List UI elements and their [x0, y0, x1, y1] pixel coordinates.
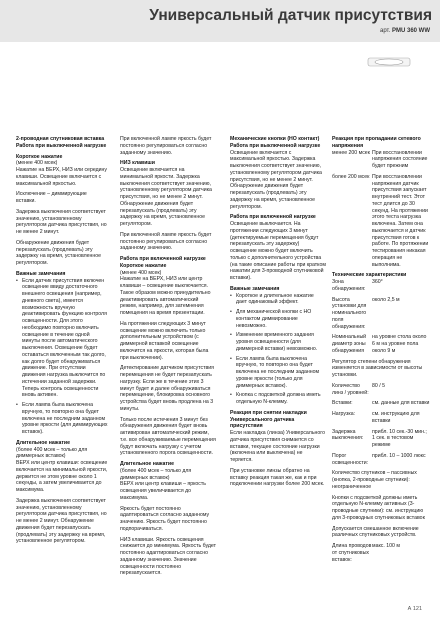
spec-label: Задержка выключения:	[332, 428, 364, 442]
spec-value: При восстановлении напряжения состояние будет прежним	[372, 149, 428, 169]
section-heading: Важные замечания	[16, 270, 66, 277]
subheading-note: (менее 400 мсек)	[16, 160, 58, 167]
column-1	[16, 136, 108, 549]
section-heading: Реакция при снятии накладки Универсального датчика присутствия	[230, 409, 307, 430]
spec-row	[332, 297, 430, 331]
spec-label: Номинальный диаметр зоны обнаружения	[332, 334, 367, 354]
paragraph: При включенной лампе яркость будет постоянно регулироваться согласно заданному значению.	[120, 231, 212, 252]
paragraph: На протяжении следующих 3 минут освещение можно включить только дополнительным устройством (с диммерной вставкой освещение включится на яркости, которая была при выключении).	[120, 320, 209, 361]
section-heading: 2-проводная спутниковая вставка	[16, 136, 105, 142]
spec-label: Вставки:	[332, 400, 353, 407]
subheading: Короткое нажатие	[120, 262, 167, 269]
column-3	[230, 136, 326, 492]
paragraph: Если накладка (линза) Универсального датчика присутствия снимается со вставки, текущее состояние нагрузки (включена или выключена) не теряется.	[230, 430, 325, 463]
subheading: Работа при включенной нагрузке	[230, 214, 316, 221]
paragraph: Кнопки с подсветкой должны иметь отдельную N-клемму активных (3-проводные спутники): см. инструкцию для 3-проводных спутниковых вставок	[332, 494, 425, 521]
spec-value: При восстановлении напряжения датчик присутствия запускает внутренний тест. Этот тест длится до 30 секунд. На протяжении этого теста нагрузка включена. Затем она выключается и датчик присутствия готов к работе. По протяжении тестирования никакая операция не выполнима.	[372, 173, 429, 268]
paragraph: Нажатие на ВЕРХ, НИЗ или середину клавиши. Освещение включается с максимальной яркостью.	[16, 167, 107, 187]
page-title: Универсальный датчик присутствия	[149, 7, 432, 24]
spec-label: Порог освещенности:	[332, 452, 369, 466]
paragraph: Допускается смешанное включение различных спутниковых устройств.	[332, 525, 419, 539]
column-4	[332, 136, 430, 567]
paragraph: ВЕРХ или центр клавиши: освещение включается на минимальной яркости, держится не этом уровне около 1 секунды, а затем увеличивается до максимума.	[16, 460, 108, 493]
sensor-icon	[367, 56, 411, 68]
subheading: Работа при выключенной нагрузке	[230, 142, 321, 149]
spec-label: Высота установки для номинального поля обнаружения:	[332, 296, 367, 330]
subheading-note: (более 400 мсек – только для диммерных вставок)	[16, 446, 88, 460]
subheading: Короткое нажатие	[16, 153, 63, 160]
list-item: • Если лампа была выключена вручную, то повторно она будет включена не последним заданном уровне яркости (только для диммерных вставок).	[236, 356, 326, 390]
list-item: • Короткое и длительное нажатие дает одинаковый эффект.	[236, 293, 326, 307]
subheading: НИЗ клавиши	[120, 160, 155, 167]
spec-label: менее 200 мсек	[332, 149, 370, 156]
paragraph: Освещение выключается. На протяжении следующих 3 минут (детектируемые перемещения будут перезапускать эту задержку) освещение можно будет включить только с дополнительного устройства (на такие описание работы при кратком нажатии для 3-проводной спутниковой вставки).	[230, 221, 326, 281]
paragraph: Только после истечения 3 минут без обнаружения движения будет вновь активирован автоматический режим, т.е. все обнаруживаемые перемещения будут включать нагрузку с учетом установленного порога освещенности.	[120, 416, 216, 457]
section-heading: Механические кнопки (НО контакт)	[230, 136, 320, 142]
list-item: • Если датчик присутствия включен освещение ввиду достаточного внешнего освещения (например, дневного света), имеется возможность вручную деактивировать функцию контроля освещенности. Для этого необходимо повторно включить освещение в течение одной минуты после автоматического выключения. Освещение будет оставаться включенным так долго, как долго будет обнаруживаться движение. При отсутствии движения нагрузка выключится по истечении заданной задержки. Теперь контроль освещенности вновь активен.	[22, 278, 108, 400]
paragraph: Задержка выключения соответствует значению, установленному регулятором датчика присутствия, но не менее 2 минут.	[16, 208, 107, 235]
spec-value: прибл. 10 – 1000 люкс	[372, 452, 426, 459]
spec-row	[332, 150, 430, 170]
paragraph: Регулятор степени обнаружения изменяется в зависимости от высоты установки.	[332, 358, 423, 378]
spec-row	[332, 543, 430, 563]
spec-row	[332, 174, 430, 269]
paragraph: При установке линзы обратно на вставку реакция такая же, как и при подключении нагрузки более 200 мсек.	[230, 467, 325, 488]
spec-label: Нагрузка:	[332, 411, 356, 417]
paragraph: Детектирование датчиком присутствия перемещения не будет перезапускать нагрузку. Если же в течение этих 3 минут будет и далее обнаруживаться перемещение, блокировка основного устройства будет вновь продлена на 3 минуты.	[120, 365, 214, 412]
section-heading: Технические характеристики	[332, 272, 407, 279]
subheading-note: (более 400 мсек – только для диммерных вставок)	[120, 467, 192, 481]
spec-row	[332, 453, 430, 467]
paragraph: ВЕРХ или центр клавиши – яркость освещения увеличивается до максимума.	[120, 481, 206, 501]
paragraph: При включенной лампе яркость будет постоянно регулироваться согласно заданному значению.	[120, 136, 212, 156]
spec-value: макс. 100 м	[372, 543, 400, 549]
notes-list	[230, 293, 326, 406]
subheading: Длительное нажатие	[120, 461, 174, 467]
paragraph: Освещение включается с максимальной яркостью. Задержка выключения соответствует значению, установленному регулятором датчика присутствия, но не менее 2 минут. Обнаружение движения будет перезапускать (продлевать) эту задержку на время, установленное регулятором.	[230, 149, 322, 210]
list-item: • Для механической кнопки с НО контактом диммирование невозможно.	[236, 309, 326, 329]
paragraph: Количество спутников – пассивных (кнопка, 2-проводные спутники): неограниченное	[332, 470, 417, 490]
spec-value: см. инструкцию для вставки	[372, 411, 420, 424]
spec-label: Зона обнаружения:	[332, 279, 366, 292]
page-number: А 121	[407, 606, 422, 612]
spec-row	[332, 334, 430, 354]
spec-label: более 200 мсек	[332, 173, 370, 180]
section-heading: Работа при выключенной нагрузке	[16, 142, 107, 149]
spec-row	[332, 383, 430, 397]
paragraph: Освещение включается на минимальной яркости. Задержка выключения соответствует значению, установленному регулятором датчика присутствия, но не менее 2 минут. Обнаружение движения будет перезапускать (продлевать) эту задержку на время, установленное регулятором.	[120, 167, 212, 227]
section-heading: Работа при включенной нагрузке	[120, 256, 206, 262]
spec-row	[332, 400, 430, 407]
spec-value: 360°	[372, 279, 383, 285]
spec-value: около 2,5 м	[372, 296, 400, 303]
spec-row	[332, 279, 430, 293]
notes-list	[16, 278, 108, 436]
paragraph: Задержка выключения соответствует значению, установленному регулятором датчика присутствия, но не менее 2 минут. Обнаружение движения будет перезапускать (продлевать) эту задержку на время, установленное регулятором.	[16, 497, 107, 545]
paragraph: Обнаружение движения будет перезапускать (продлевать) эту задержку на время, установленное регулятором.	[16, 239, 101, 266]
spec-value: см. данные для вставки	[372, 400, 430, 407]
article-number	[380, 28, 430, 34]
section-heading: Важные замечания	[230, 285, 280, 292]
subheading-note: (менее 400 мсек)	[120, 269, 162, 276]
paragraph: НИЗ клавиши. Яркость освещения снижается до минимума. Яркость будет постоянно адаптироваться согласно заданному значению. Значение освещенности постоянно перезапускается.	[120, 536, 217, 577]
list-item: • Если лампа была выключена вручную, то повторно она будет включена не последним заданном уровне яркости (для диммирующих вставок).	[22, 402, 108, 436]
paragraph: Яркость будет постоянно адаптироваться согласно заданному значению. Яркость будет постоянно подпорачиваться.	[120, 505, 210, 532]
spec-row	[332, 411, 430, 425]
article-prefix: арт.	[380, 28, 391, 34]
spec-label: Длина проводов от спутниковых вставок:	[332, 543, 372, 563]
column-2	[120, 136, 216, 581]
list-item: • Изменение временного задания уровня освещенности (для диммерной вставки) невозможно.	[236, 332, 326, 352]
spec-value: прибл. 10 сек.-30 мин.; 1 сек. в тестовом режиме	[372, 428, 427, 448]
spec-value: на уровне стола около 6 м на уровне пола около 9 м	[372, 334, 427, 354]
paragraph: Нажатие на ВЕРХ, НИЗ или центр клавиши – освещение выключается. Такое образом можно принудительно деактивировать автоматический режим, например, для затемнения помещения на время презентации.	[120, 276, 211, 316]
spec-value: 80 / 5	[372, 382, 385, 389]
list-item: • Кнопка с подсветкой должна иметь отдельную N-клемму.	[236, 392, 326, 406]
section-heading: Реакция при пропадании сетевого напряжения	[332, 136, 421, 149]
spec-label: Количество линз / уровней:	[332, 382, 369, 396]
subheading: Длительное нажатие	[16, 439, 70, 446]
spec-row	[332, 429, 430, 449]
paragraph: Исключение – диммирующие вставки.	[16, 191, 87, 204]
article-code: PMU 360 WW	[391, 28, 430, 34]
